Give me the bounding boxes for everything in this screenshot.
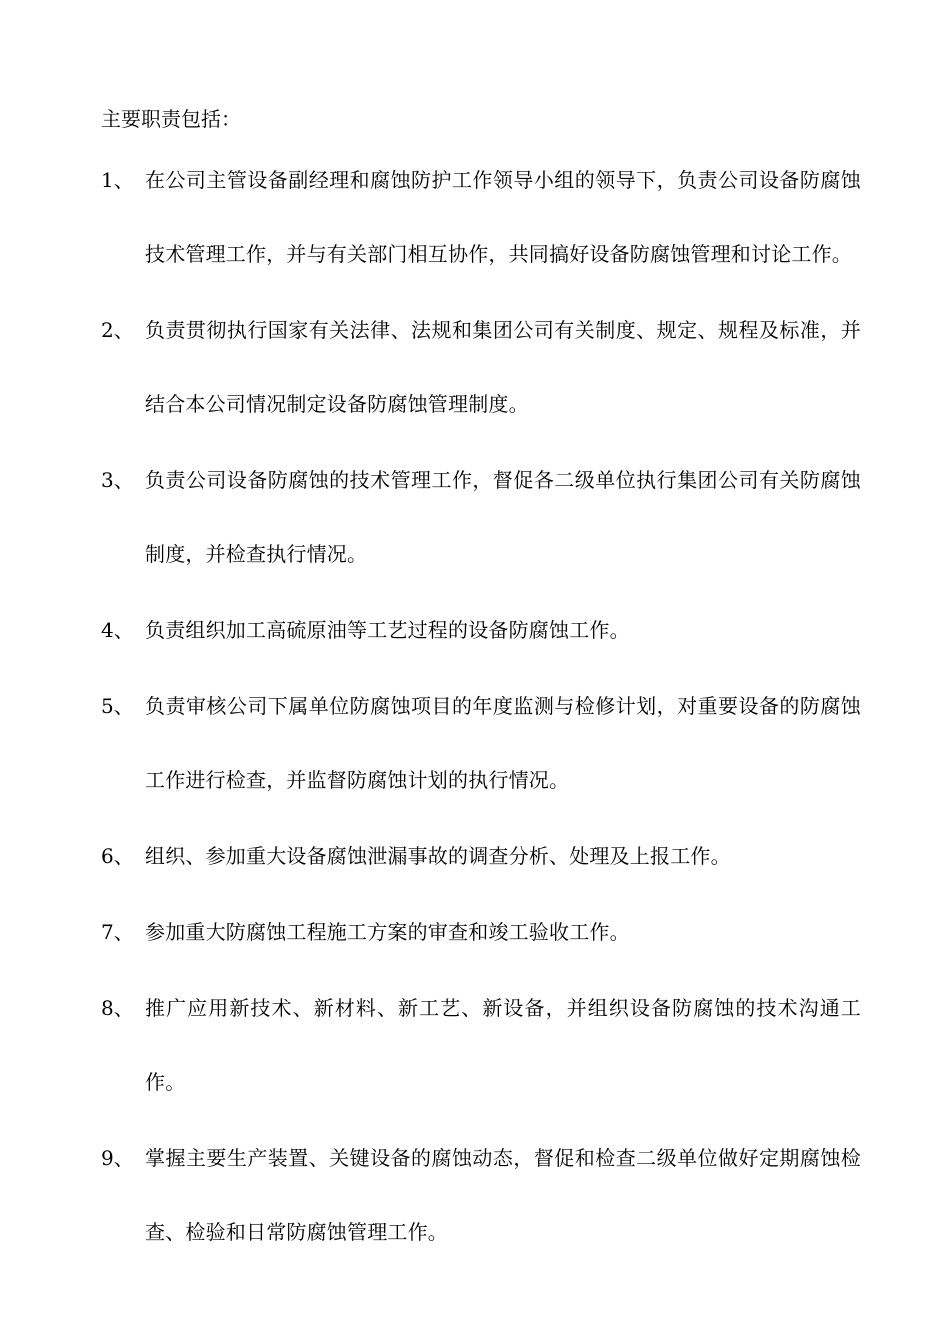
item-text: 在公司主管设备副经理和腐蚀防护工作领导小组的领导下，负责公司设备防腐蚀技术管理工作，并与有关部门相互协作，共同搞好设备防腐蚀管理和讨论工作。 xyxy=(145,168,861,266)
list-item xyxy=(101,841,871,893)
item-text: 负责组织加工高硫原油等工艺过程的设备防腐蚀工作。 xyxy=(145,618,630,642)
item-number: 9、 xyxy=(101,1146,134,1170)
item-number: 1、 xyxy=(101,168,134,192)
item-text: 负责公司设备防腐蚀的技术管理工作，督促各二级单位执行集团公司有关防腐蚀制度，并检查执行情况。 xyxy=(145,468,861,566)
item-number: 5、 xyxy=(101,694,134,718)
item-number: 7、 xyxy=(101,920,134,944)
list-item xyxy=(101,691,871,817)
list-item xyxy=(101,1143,871,1269)
list-item xyxy=(101,165,871,291)
list-item xyxy=(101,993,871,1119)
item-text: 组织、参加重大设备腐蚀泄漏事故的调查分析、处理及上报工作。 xyxy=(145,844,731,868)
item-number: 6、 xyxy=(101,844,134,868)
item-number: 4、 xyxy=(101,618,134,642)
intro-heading: 主要职责包括： xyxy=(101,107,241,131)
list-item xyxy=(101,465,871,591)
list-item xyxy=(101,615,871,667)
item-text: 负责审核公司下属单位防腐蚀项目的年度监测与检修计划，对重要设备的防腐蚀工作进行检查，并监督防腐蚀计划的执行情况。 xyxy=(145,694,861,792)
item-text: 推广应用新技术、新材料、新工艺、新设备，并组织设备防腐蚀的技术沟通工作。 xyxy=(145,996,861,1094)
list-item xyxy=(101,315,871,441)
item-number: 8、 xyxy=(101,996,134,1020)
item-text: 掌握主要生产装置、关键设备的腐蚀动态，督促和检查二级单位做好定期腐蚀检查、检验和日常防腐蚀管理工作。 xyxy=(145,1146,861,1244)
responsibility-list xyxy=(101,165,871,1293)
item-number: 3、 xyxy=(101,468,134,492)
item-text: 负责贯彻执行国家有关法律、法规和集团公司有关制度、规定、规程及标准，并结合本公司情况制定设备防腐蚀管理制度。 xyxy=(145,318,861,416)
item-number: 2、 xyxy=(101,318,134,342)
item-text: 参加重大防腐蚀工程施工方案的审查和竣工验收工作。 xyxy=(145,920,630,944)
list-item xyxy=(101,917,871,969)
